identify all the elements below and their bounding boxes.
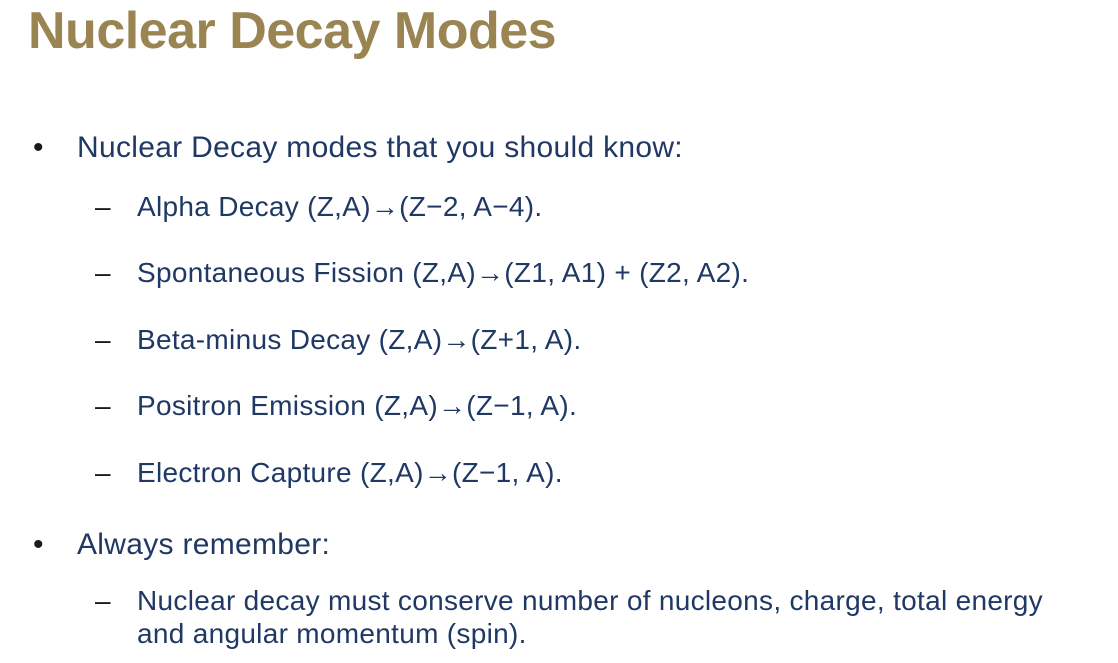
sub-bullet-text: Spontaneous Fission (Z,A)→(Z1, A1) + (Z2, A2). — [137, 257, 750, 288]
sub-bullet-text: Electron Capture (Z,A)→(Z−1, A). — [137, 457, 563, 488]
sub-bullet-text: Alpha Decay (Z,A)→(Z−2, A−4). — [137, 191, 543, 222]
dash-icon: – — [95, 585, 111, 616]
sub-bullet-text: Beta-minus Decay (Z,A)→(Z+1, A). — [137, 324, 582, 355]
bullet-item-know — [33, 130, 683, 166]
sub-bullet-positron-emission — [95, 389, 577, 423]
dash-icon: – — [95, 257, 111, 288]
bullet-icon: • — [33, 131, 44, 164]
bullet-icon: • — [33, 528, 44, 561]
sub-bullet-text: Positron Emission (Z,A)→(Z−1, A). — [137, 390, 578, 421]
dash-icon: – — [95, 457, 111, 488]
sub-bullet-alpha-decay — [95, 190, 543, 224]
slide-title: Nuclear Decay Modes — [28, 2, 557, 60]
dash-icon: – — [95, 191, 111, 222]
dash-icon: – — [95, 390, 111, 421]
bullet-text: Always remember: — [77, 528, 331, 561]
sub-bullet-conservation — [95, 584, 1092, 650]
bullet-text: Nuclear Decay modes that you should know: — [77, 131, 683, 164]
sub-bullet-electron-capture — [95, 456, 563, 490]
sub-bullet-beta-minus-decay — [95, 323, 582, 357]
sub-bullet-spontaneous-fission — [95, 256, 749, 290]
sub-bullet-text: Nuclear decay must conserve number of nucleons, charge, total energy and angular momentum (spin). — [137, 585, 1043, 649]
dash-icon: – — [95, 324, 111, 355]
bullet-item-always-remember — [33, 527, 330, 563]
